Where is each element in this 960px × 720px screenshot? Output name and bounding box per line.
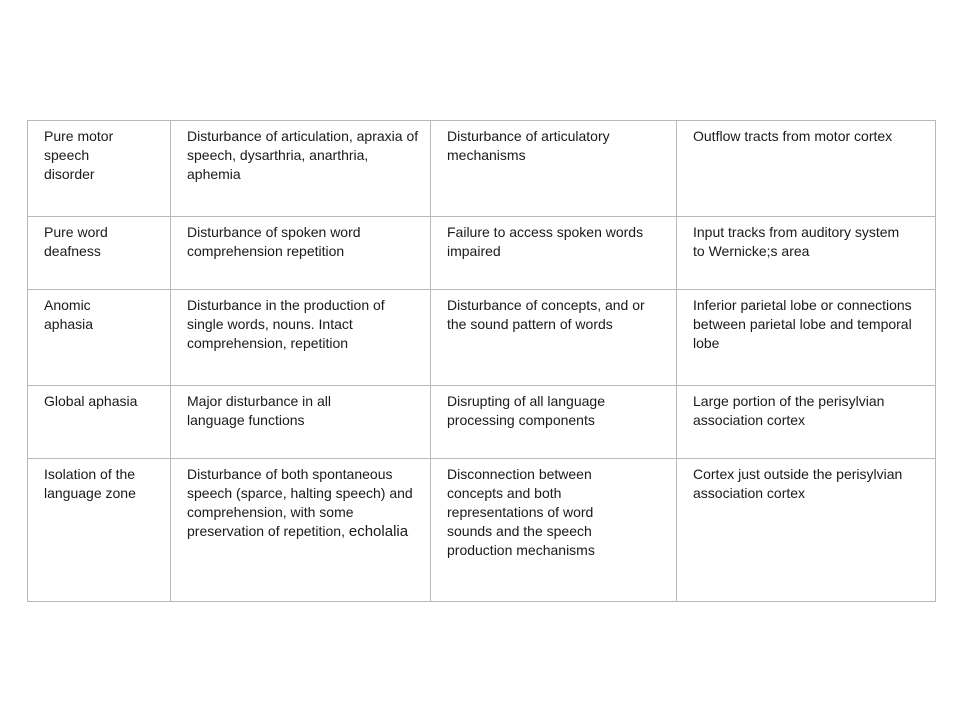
symptoms-cell: Major disturbance in all language functions bbox=[171, 386, 431, 459]
table-row bbox=[28, 386, 936, 459]
symptoms-tail-text: echolalia bbox=[348, 523, 409, 540]
deficit-cell: Disconnection between concepts and both representations of word sounds and the speech production mechanisms bbox=[431, 459, 677, 602]
symptoms-cell bbox=[171, 459, 431, 602]
disorder-cell: Anomic aphasia bbox=[28, 290, 171, 386]
table-row bbox=[28, 217, 936, 290]
table-row bbox=[28, 121, 936, 217]
lesion-site-cell: Outflow tracts from motor cortex bbox=[677, 121, 936, 217]
deficit-cell: Disrupting of all language processing components bbox=[431, 386, 677, 459]
lesion-site-cell: Large portion of the perisylvian association cortex bbox=[677, 386, 936, 459]
disorder-cell: Global aphasia bbox=[28, 386, 171, 459]
deficit-cell: Disturbance of articulatory mechanisms bbox=[431, 121, 677, 217]
lesion-site-cell: Inferior parietal lobe or connections between parietal lobe and temporal lobe bbox=[677, 290, 936, 386]
aphasia-table bbox=[27, 120, 936, 602]
table-row bbox=[28, 290, 936, 386]
lesion-site-cell: Cortex just outside the perisylvian association cortex bbox=[677, 459, 936, 602]
deficit-cell: Disturbance of concepts, and or the sound pattern of words bbox=[431, 290, 677, 386]
lesion-site-cell: Input tracks from auditory system to Wernicke;s area bbox=[677, 217, 936, 290]
disorder-cell: Pure word deafness bbox=[28, 217, 171, 290]
symptoms-cell: Disturbance of spoken word comprehension repetition bbox=[171, 217, 431, 290]
table-row bbox=[28, 459, 936, 602]
symptoms-cell: Disturbance of articulation, apraxia of speech, dysarthria, anarthria, aphemia bbox=[171, 121, 431, 217]
disorder-cell: Isolation of the language zone bbox=[28, 459, 171, 602]
disorder-cell: Pure motor speech disorder bbox=[28, 121, 171, 217]
symptoms-cell: Disturbance in the production of single words, nouns. Intact comprehension, repetition bbox=[171, 290, 431, 386]
deficit-cell: Failure to access spoken words impaired bbox=[431, 217, 677, 290]
symptoms-text: Disturbance of both spontaneous speech (sparce, halting speech) and comprehension, with some preservation of repetition, bbox=[187, 466, 413, 539]
